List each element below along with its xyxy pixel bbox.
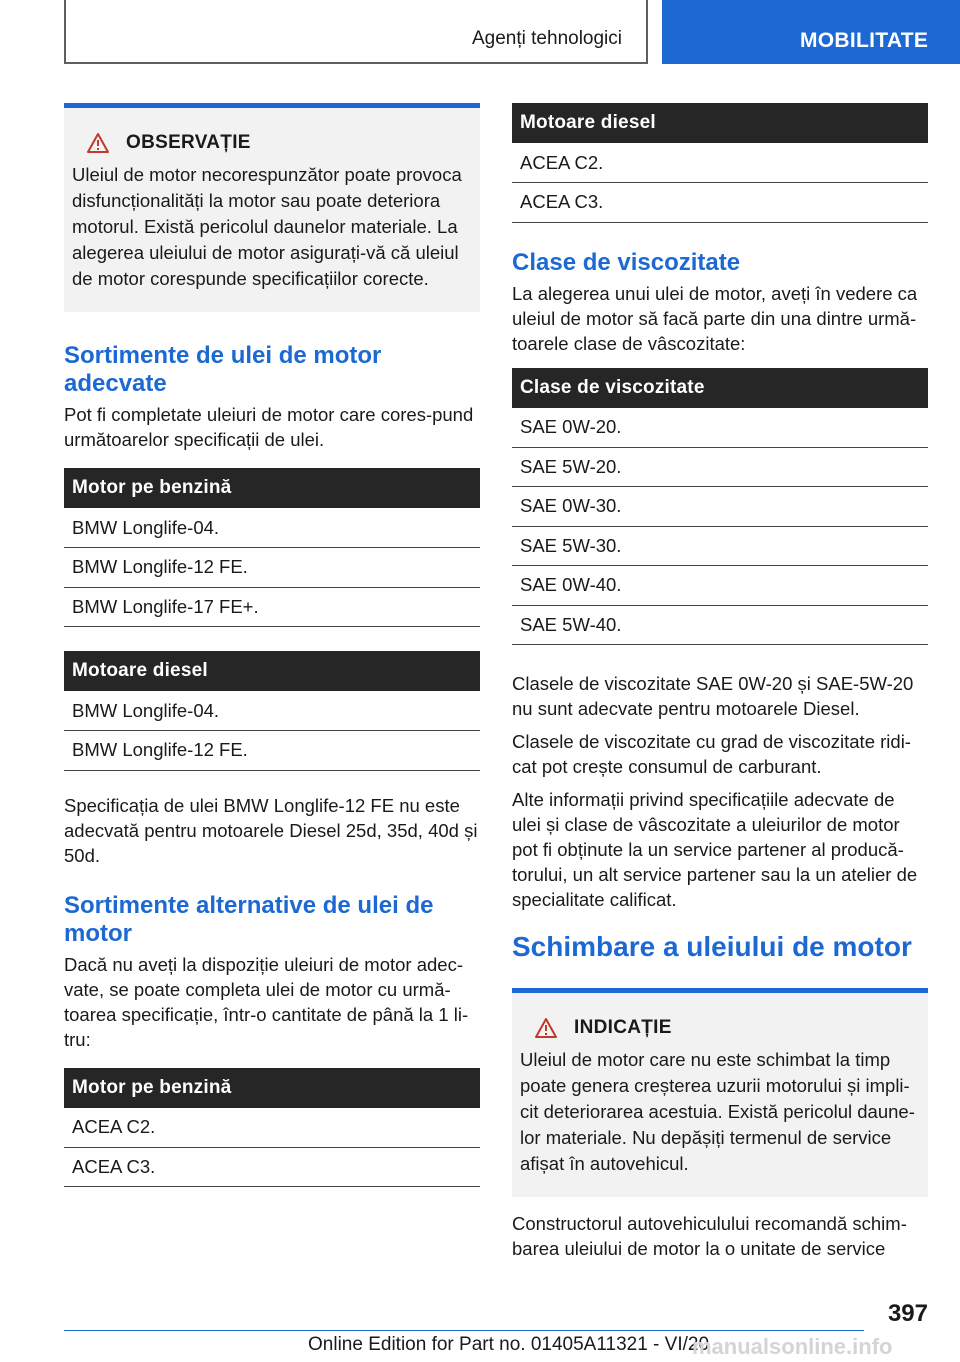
warning-triangle-icon (86, 132, 110, 154)
table-row (64, 548, 480, 588)
paragraph-clase-diesel: Clasele de viscozitate SAE 0W-20 și SAE-5W-20 nu sunt adecvate pentru motoarele Diesel. (512, 673, 914, 719)
table-row (512, 143, 928, 183)
notice-box (64, 103, 480, 312)
table-row (64, 731, 480, 771)
notice-title-row (86, 132, 472, 154)
table-cell: SAE 5W-30. (512, 526, 928, 566)
paragraph-alternative: Dacă nu aveți la dispoziție uleiuri de motor adec-vate, se poate completa ulei de motor cu urmă-toarea specificație, într-o cantitate de până la 1 li-tru: (64, 953, 469, 1050)
notice-body: Uleiul de motor care nu este schimbat la timp poate genera creșterea uzurii motorului și impli-cit deteriorarea acestuia. Există pericolul daune-lor materiale. Nu depășiți termenul de service afișat în autovehicul. (520, 1049, 915, 1174)
table-row (512, 605, 928, 645)
table-row (64, 508, 480, 548)
notice-box (512, 988, 928, 1197)
notice-title-row (534, 1017, 920, 1039)
table-row (512, 183, 928, 223)
paragraph-clase: La alegerea unui ulei de motor, aveți în vedere ca uleiul de motor să facă parte din una dintre urmă-toarele clase de vâscozitate: (512, 282, 918, 354)
table-cell: SAE 5W-20. (512, 447, 928, 487)
table-cell: ACEA C2. (64, 1108, 480, 1148)
watermark: manualsonline.info (692, 1334, 893, 1359)
right-column (512, 103, 928, 1261)
table-cell: ACEA C2. (512, 143, 928, 183)
table-row (64, 1147, 480, 1187)
table-header: Clase de viscozitate (512, 368, 928, 408)
table-header: Motor pe benzină (64, 1068, 480, 1108)
table-cell: SAE 5W-40. (512, 605, 928, 645)
notice-body: Uleiul de motor necorespunzător poate provoca disfuncționalități la motor sau poate deteriora motorul. Există pericolul daunelor materiale. La alegerea uleiului de motor asigurați-vă că uleiul de motor corespunde specificațiilor corecte. (72, 164, 462, 289)
table-cell: SAE 0W-30. (512, 487, 928, 527)
heading-clase: Clase de viscozitate (512, 248, 741, 276)
table-header: Motor pe benzină (64, 468, 480, 508)
footer-edition: Online Edition for Part no. 01405A11321 - VI/20 (308, 1334, 710, 1355)
table-row (512, 408, 928, 448)
notice-title: OBSERVAȚIE (126, 132, 251, 153)
table-cell: BMW Longlife-17 FE+. (64, 587, 480, 627)
footer-divider (64, 1330, 864, 1331)
table-header: Motoare diesel (64, 651, 480, 691)
header-section-title: Agenți tehnologici (472, 28, 622, 49)
table-cell: BMW Longlife-04. (64, 691, 480, 731)
left-column (64, 103, 480, 1187)
table-row (64, 691, 480, 731)
table-row (512, 526, 928, 566)
heading-schimbare: Schimbare a uleiului de motor (512, 931, 912, 962)
table-cell: BMW Longlife-12 FE. (64, 548, 480, 588)
table-cell: SAE 0W-40. (512, 566, 928, 606)
warning-triangle-icon (534, 1017, 558, 1039)
heading-alternative: Sortimente alternative de ulei de motor (64, 891, 434, 947)
table-alternative-diesel (512, 103, 928, 223)
table-cell: BMW Longlife-04. (64, 508, 480, 548)
table-motor-benzina (64, 468, 480, 627)
table-cell: BMW Longlife-12 FE. (64, 731, 480, 771)
notice-title: INDICAȚIE (574, 1017, 672, 1038)
table-alternative-benzina (64, 1068, 480, 1188)
paragraph-sortimente: Pot fi completate uleiuri de motor care cores-pund următoarelor specificații de ulei. (64, 404, 474, 450)
header-chapter-tab: MOBILITATE (662, 0, 960, 64)
table-row (512, 566, 928, 606)
table-cell: SAE 0W-20. (512, 408, 928, 448)
table-clase-viscozitate (512, 368, 928, 646)
paragraph-clase-info: Alte informații privind specificațiile adecvate de ulei și clase de vâscozitate a uleiurilor de motor pot fi obținute la un service partener al producă-torului, un alt service partener sau la un atelier de specialitate calificat. (512, 789, 918, 910)
paragraph-constructor: Constructorul autovehiculului recomandă schim-barea uleiului de motor la o unitate de service (512, 1213, 907, 1259)
table-motoare-diesel (64, 651, 480, 771)
table-cell: ACEA C3. (512, 183, 928, 223)
page-number: 397 (887, 1300, 928, 1327)
paragraph-specificatia: Specificația de ulei BMW Longlife-12 FE nu este adecvată pentru motoarele Diesel 25d, 35d, 40d și 50d. (64, 794, 478, 866)
heading-sortimente: Sortimente de ulei de motor adecvate (64, 342, 382, 397)
table-cell: ACEA C3. (64, 1147, 480, 1187)
table-row (64, 587, 480, 627)
table-row (512, 487, 928, 527)
header-section-box (64, 0, 648, 64)
table-row (512, 447, 928, 487)
table-header: Motoare diesel (512, 103, 928, 143)
paragraph-clase-consum: Clasele de viscozitate cu grad de viscozitate ridi-cat pot crește consumul de carburant. (512, 731, 911, 777)
table-row (64, 1108, 480, 1148)
